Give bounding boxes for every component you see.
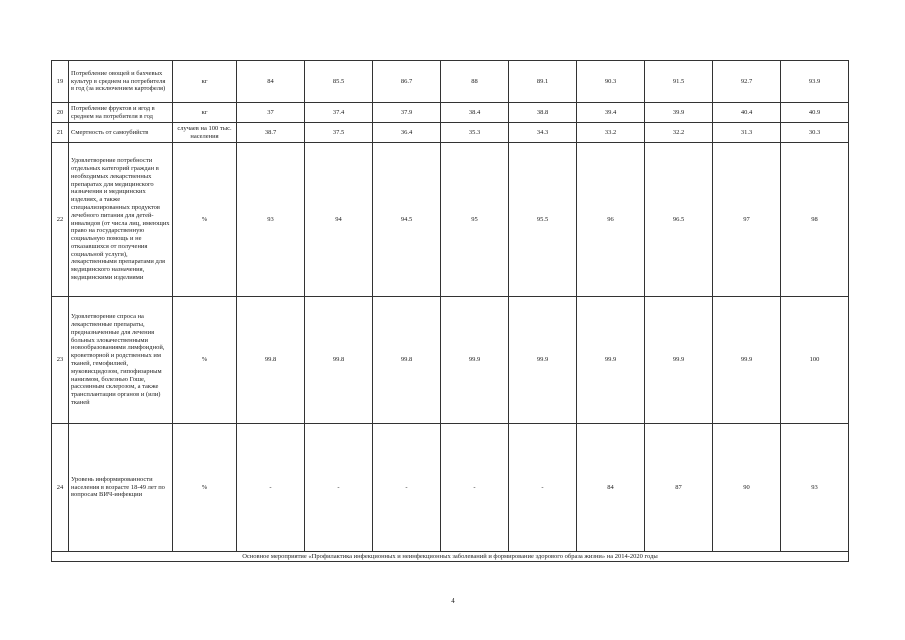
value-cell: 91.5	[645, 61, 713, 103]
unit-cell: %	[173, 297, 237, 424]
value-cell: 97	[713, 143, 781, 297]
value-cell: 37.9	[373, 103, 441, 123]
value-cell: 40.9	[781, 103, 849, 123]
value-cell: 94	[305, 143, 373, 297]
unit-cell: кг	[173, 61, 237, 103]
section-heading: Основное мероприятие «Профилактика инфекционных и неинфекционных заболеваний и формирование здорового образа жизни» на 2014-2020 годы	[52, 552, 849, 562]
value-cell: 37.5	[305, 123, 373, 143]
value-cell: 99.9	[645, 297, 713, 424]
value-cell: 95.5	[509, 143, 577, 297]
table-row	[52, 103, 849, 123]
indicator-name: Смертность от самоубийств	[69, 123, 173, 143]
row-number: 24	[52, 424, 69, 552]
unit-cell: случаев на 100 тыс. населения	[173, 123, 237, 143]
value-cell: 99.9	[509, 297, 577, 424]
value-cell: 99.9	[441, 297, 509, 424]
value-cell: 99.8	[305, 297, 373, 424]
value-cell: 30.3	[781, 123, 849, 143]
value-cell: -	[305, 424, 373, 552]
value-cell: 90	[713, 424, 781, 552]
table-row	[52, 123, 849, 143]
value-cell: 84	[237, 61, 305, 103]
value-cell: -	[441, 424, 509, 552]
indicator-name: Потребление овощей и бахчевых культур в среднем на потребителя в год (за исключением картофеля)	[69, 61, 173, 103]
value-cell: 95	[441, 143, 509, 297]
value-cell: 38.8	[509, 103, 577, 123]
value-cell: 84	[577, 424, 645, 552]
row-number: 21	[52, 123, 69, 143]
value-cell: 93	[781, 424, 849, 552]
value-cell: 98	[781, 143, 849, 297]
value-cell: -	[509, 424, 577, 552]
row-number: 23	[52, 297, 69, 424]
value-cell: 87	[645, 424, 713, 552]
value-cell: -	[237, 424, 305, 552]
value-cell: 92.7	[713, 61, 781, 103]
table-row	[52, 552, 849, 562]
value-cell: 96	[577, 143, 645, 297]
value-cell: 34.3	[509, 123, 577, 143]
value-cell: 89.1	[509, 61, 577, 103]
table-row	[52, 143, 849, 297]
indicator-name: Удовлетворение спроса на лекарственные препараты, предназначенные для лечения больных злокачественными новообразованиями лимфоидной, кроветворной и родственных им тканей, гемофилией, муковисцидозом, гипофизарным нанизмом, болезнью Гоше, рассеянным склерозом, а также трансплантации органов и (или) тканей	[69, 297, 173, 424]
value-cell: 38.4	[441, 103, 509, 123]
value-cell: 39.9	[645, 103, 713, 123]
value-cell: 99.9	[577, 297, 645, 424]
value-cell: 93.9	[781, 61, 849, 103]
value-cell: 99.8	[237, 297, 305, 424]
value-cell: 94.5	[373, 143, 441, 297]
value-cell: 93	[237, 143, 305, 297]
indicator-name: Потребление фруктов и ягод в среднем на потребителя в год	[69, 103, 173, 123]
value-cell: 99.9	[713, 297, 781, 424]
value-cell: 88	[441, 61, 509, 103]
value-cell: 100	[781, 297, 849, 424]
value-cell: 96.5	[645, 143, 713, 297]
table-row	[52, 297, 849, 424]
value-cell: 39.4	[577, 103, 645, 123]
indicator-name: Удовлетворение потребности отдельных категорий граждан в необходимых лекарственных препаратах для медицинского назначения и медицинских изделиях, а также специализированных продуктов лечебного питания для детей-инвалидов (от числа лиц, имеющих право на государственную социальную помощь и не отказавшихся от получения социальной услуги), лекарственными препаратами для медицинского назначения, медицинскими изделиями	[69, 143, 173, 297]
value-cell: 33.2	[577, 123, 645, 143]
row-number: 20	[52, 103, 69, 123]
value-cell: 32.2	[645, 123, 713, 143]
unit-cell: %	[173, 424, 237, 552]
value-cell: 37	[237, 103, 305, 123]
table-row	[52, 61, 849, 103]
indicator-name: Уровень информированности населения в возрасте 18-49 лет по вопросам ВИЧ-инфекции	[69, 424, 173, 552]
indicators-table	[51, 60, 849, 562]
value-cell: 86.7	[373, 61, 441, 103]
value-cell: 99.8	[373, 297, 441, 424]
value-cell: -	[373, 424, 441, 552]
unit-cell: кг	[173, 103, 237, 123]
row-number: 22	[52, 143, 69, 297]
value-cell: 40.4	[713, 103, 781, 123]
table-row	[52, 424, 849, 552]
value-cell: 90.3	[577, 61, 645, 103]
value-cell: 36.4	[373, 123, 441, 143]
value-cell: 31.3	[713, 123, 781, 143]
value-cell: 35.3	[441, 123, 509, 143]
value-cell: 37.4	[305, 103, 373, 123]
page-number: 4	[451, 597, 455, 605]
value-cell: 85.5	[305, 61, 373, 103]
value-cell: 38.7	[237, 123, 305, 143]
row-number: 19	[52, 61, 69, 103]
unit-cell: %	[173, 143, 237, 297]
